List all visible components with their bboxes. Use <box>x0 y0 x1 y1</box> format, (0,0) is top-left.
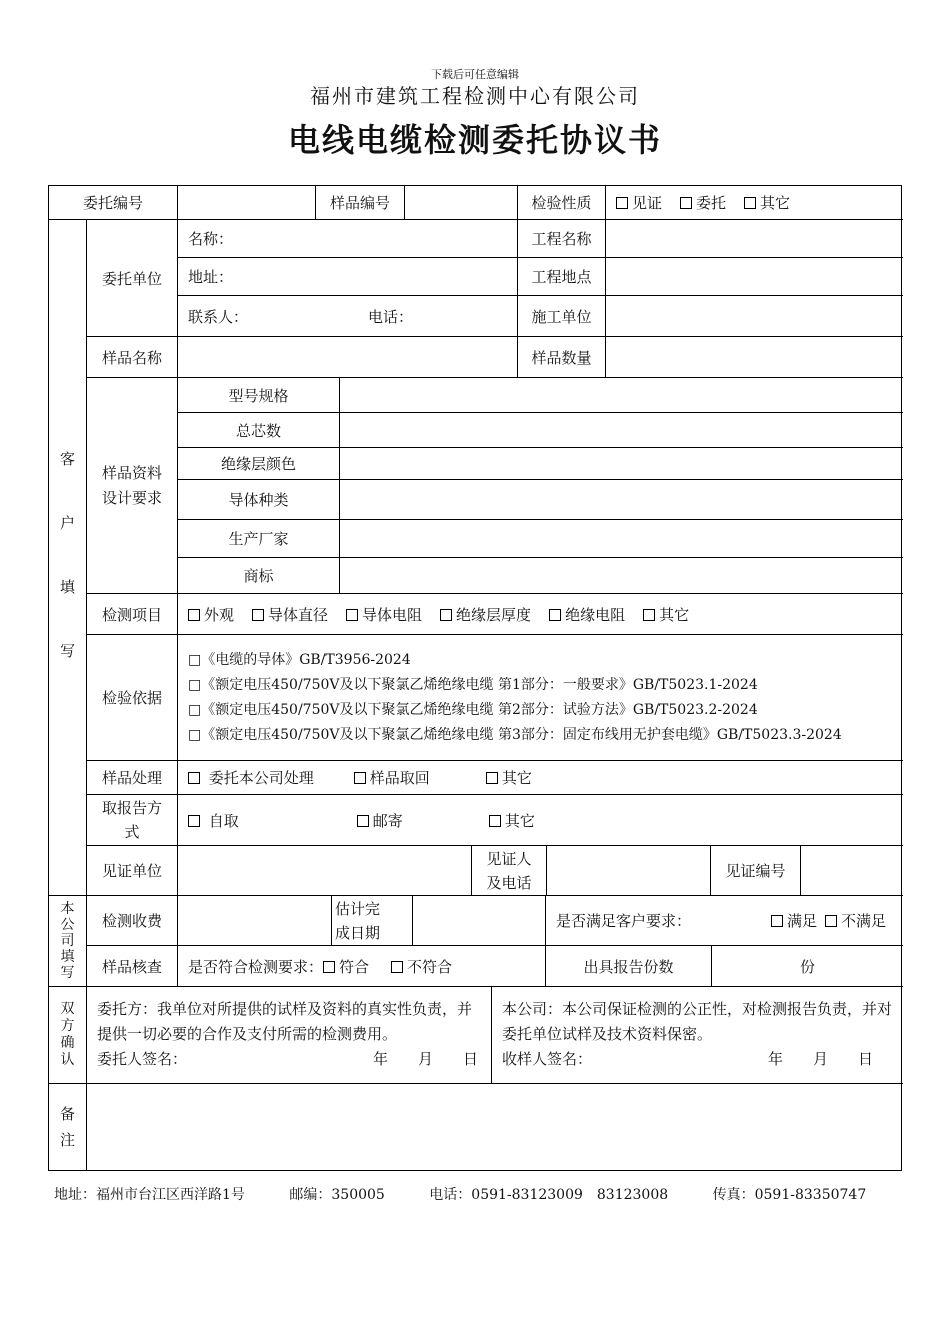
test-item-checkbox[interactable]: 外观 <box>188 604 234 625</box>
project-name-field[interactable] <box>606 220 903 258</box>
witness-person-label: 见证人 及电话 <box>472 846 547 896</box>
witness-unit-label: 见证单位 <box>87 846 178 896</box>
fee-label: 检测收费 <box>87 896 178 946</box>
nature-label: 检验性质 <box>518 186 606 220</box>
test-item-checkbox[interactable]: 导体电阻 <box>346 604 422 625</box>
footer-postcode: 邮编：350005 <box>289 1187 385 1203</box>
footer-address: 地址：福州市台江区西洋路1号 <box>54 1187 245 1203</box>
sample-no-field[interactable] <box>405 186 518 220</box>
client-address-field[interactable]: 地址： <box>178 258 518 296</box>
pickup-checkbox[interactable]: 自取 <box>188 810 239 831</box>
report-pickup-label: 取报告方 式 <box>87 795 178 846</box>
witness-person-field[interactable] <box>547 846 711 896</box>
est-date-label: 估计完 成日期 <box>332 896 413 946</box>
side-char: 户 <box>59 514 75 532</box>
basis-label: 检验依据 <box>87 635 178 761</box>
project-site-label: 工程地点 <box>518 258 606 296</box>
construction-label: 施工单位 <box>518 296 606 337</box>
basis-item[interactable]: □《额定电压450/750V及以下聚氯乙烯绝缘电缆 第2部分：试验方法》GB/T5023.2-2024 <box>188 701 758 718</box>
top-note: 下载后可任意编辑 <box>431 68 519 81</box>
test-item-checkbox[interactable]: 其它 <box>643 604 689 625</box>
basis-item[interactable]: □《额定电压450/750V及以下聚氯乙烯绝缘电缆 第1部分：一般要求》GB/T5023.1-2024 <box>188 676 758 693</box>
design-item-field[interactable] <box>340 520 903 558</box>
test-item-checkbox[interactable]: 绝缘电阻 <box>549 604 625 625</box>
sample-no-label: 样品编号 <box>316 186 405 220</box>
meet-no-checkbox[interactable]: 不满足 <box>825 910 886 931</box>
project-site-field[interactable] <box>606 258 903 296</box>
test-items-options <box>178 594 903 635</box>
commission-no-field[interactable] <box>178 186 316 220</box>
client-sign-label[interactable]: 委托人签名： <box>97 1050 188 1068</box>
fee-field[interactable] <box>178 896 332 946</box>
client-name-field[interactable]: 名称： <box>178 220 518 258</box>
sample-name-label: 样品名称 <box>87 337 178 378</box>
basis-list <box>178 635 903 761</box>
client-contact-field[interactable]: 联系人： 电话： <box>178 296 518 337</box>
nature-commission-checkbox[interactable]: 委托 <box>680 192 726 213</box>
design-item-label: 型号规格 <box>178 378 340 413</box>
check-no-checkbox[interactable]: 不符合 <box>391 956 452 977</box>
customer-fill-side <box>49 220 87 896</box>
design-label: 样品资料 设计要求 <box>87 378 178 594</box>
commission-no-label: 委托编号 <box>49 186 178 220</box>
sample-handling-label: 样品处理 <box>87 761 178 795</box>
handling-checkbox[interactable]: 委托本公司处理 <box>188 767 314 788</box>
footer <box>54 1184 866 1204</box>
design-item-label: 导体种类 <box>178 480 340 520</box>
report-copies-label: 出具报告份数 <box>546 946 712 987</box>
test-item-checkbox[interactable]: 绝缘层厚度 <box>440 604 531 625</box>
page-title: 电线电缆检测委托协议书 <box>287 121 662 159</box>
report-pickup-options <box>178 795 903 846</box>
witness-no-label: 见证编号 <box>711 846 801 896</box>
design-item-field[interactable] <box>340 558 903 594</box>
handling-checkbox[interactable]: 样品取回 <box>354 767 430 788</box>
est-date-field[interactable] <box>413 896 546 946</box>
design-item-field[interactable] <box>340 448 903 480</box>
design-item-field[interactable] <box>340 480 903 520</box>
witness-unit-field[interactable] <box>178 846 472 896</box>
company-confirm: 本公司：本公司保证检测的公正性，对检测报告负责，并对委托单位试样及技术资料保密。 收样人签名： 年 月 日 <box>492 987 903 1084</box>
nature-options <box>606 186 903 220</box>
test-items-label: 检测项目 <box>87 594 178 635</box>
sample-check-label: 样品核查 <box>87 946 178 987</box>
design-item-label: 绝缘层颜色 <box>178 448 340 480</box>
pickup-checkbox[interactable]: 邮寄 <box>357 810 403 831</box>
agreement-form <box>48 185 902 1171</box>
pickup-checkbox[interactable]: 其它 <box>489 810 535 831</box>
client-phone-label: 电话： <box>368 307 414 326</box>
client-label: 委托单位 <box>87 220 178 337</box>
basis-item[interactable]: □《电缆的导体》GB/T3956-2024 <box>188 651 411 668</box>
design-item-label: 商标 <box>178 558 340 594</box>
construction-field[interactable] <box>606 296 903 337</box>
meet-yes-checkbox[interactable]: 满足 <box>771 910 817 931</box>
basis-item[interactable]: □《额定电压450/750V及以下聚氯乙烯绝缘电缆 第3部分：固定布线用无护套电缆》GB/T5023.3-2024 <box>188 726 842 743</box>
design-item-label: 总芯数 <box>178 413 340 448</box>
client-confirm: 委托方：我单位对所提供的试样及资料的真实性负责，并提供一切必要的合作及支付所需的检测费用。 委托人签名： 年 月 日 <box>87 987 492 1084</box>
sample-check-options: 是否符合检测要求： 符合 不符合 <box>178 946 546 987</box>
test-item-checkbox[interactable]: 导体直径 <box>252 604 328 625</box>
sample-handling-options <box>178 761 903 795</box>
sample-name-field[interactable] <box>178 337 518 378</box>
confirm-side: 双方确认 <box>49 987 87 1084</box>
footer-fax: 传真：0591-83350747 <box>712 1187 867 1203</box>
handling-checkbox[interactable]: 其它 <box>486 767 532 788</box>
nature-other-checkbox[interactable]: 其它 <box>744 192 790 213</box>
design-item-label: 生产厂家 <box>178 520 340 558</box>
remark-field[interactable] <box>87 1084 903 1170</box>
side-char: 客 <box>59 450 75 468</box>
sample-qty-field[interactable] <box>606 337 903 378</box>
design-item-field[interactable] <box>340 378 903 413</box>
check-yes-checkbox[interactable]: 符合 <box>323 956 369 977</box>
sample-qty-label: 样品数量 <box>518 337 606 378</box>
project-name-label: 工程名称 <box>518 220 606 258</box>
witness-no-field[interactable] <box>801 846 903 896</box>
side-char: 填 <box>59 578 75 596</box>
side-char: 写 <box>59 642 75 660</box>
footer-phone: 电话：0591-83123009 83123008 <box>429 1187 669 1203</box>
design-item-field[interactable] <box>340 413 903 448</box>
report-copies-field[interactable]: 份 <box>712 946 903 987</box>
meet-requirements: 是否满足客户要求： 满足 不满足 <box>546 896 903 946</box>
receiver-sign-label[interactable]: 收样人签名： <box>502 1050 593 1068</box>
nature-witness-checkbox[interactable]: 见证 <box>616 192 662 213</box>
company-name: 福州市建筑工程检测中心有限公司 <box>310 84 640 108</box>
company-fill-side: 本公司填写 <box>49 896 87 987</box>
remark-side: 备 注 <box>49 1084 87 1170</box>
